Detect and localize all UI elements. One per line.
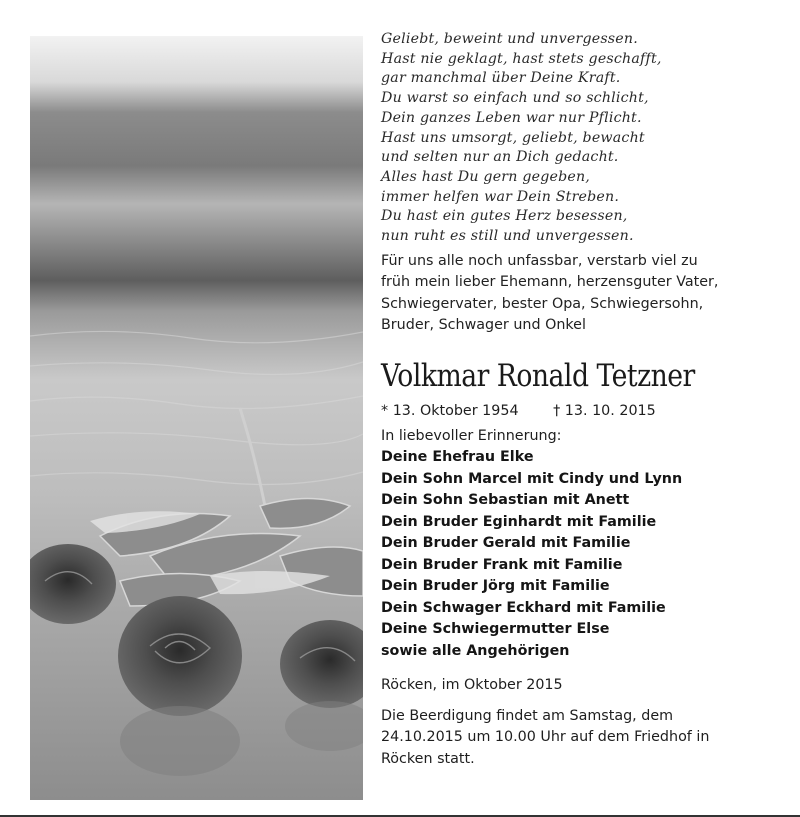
life-dates — [381, 401, 786, 422]
intro-line: früh mein lieber Ehemann, herzensguter Vater, — [381, 274, 719, 291]
intro-paragraph — [381, 251, 786, 337]
place-date: Röcken, im Oktober 2015 — [381, 677, 563, 694]
intro-line: Für uns alle noch unfassbar, verstarb viel zu — [381, 252, 698, 269]
poem — [381, 30, 786, 247]
mourner: Dein Bruder Frank mit Familie — [381, 556, 623, 573]
mourner: Deine Schwiegermutter Else — [381, 621, 610, 638]
poem-line: Hast nie geklagt, hast stets geschafft, — [381, 50, 662, 67]
mourner: sowie alle Angehörigen — [381, 642, 570, 659]
roses-on-water-photo — [30, 36, 363, 800]
death-date: † 13. 10. 2015 — [553, 402, 656, 419]
mourner: Dein Bruder Gerald mit Familie — [381, 535, 631, 552]
poem-line: Hast uns umsorgt, geliebt, bewacht — [381, 129, 645, 146]
mourner: Dein Bruder Jörg mit Familie — [381, 578, 610, 595]
intro-line: Bruder, Schwager und Onkel — [381, 317, 586, 334]
poem-line: Dein ganzes Leben war nur Pflicht. — [381, 109, 642, 126]
poem-line: Du warst so einfach und so schlicht, — [381, 90, 649, 107]
obituary-text — [381, 30, 786, 770]
intro-line: Schwiegervater, bester Opa, Schwiegersohn, — [381, 295, 704, 312]
poem-line: nun ruht es still und unvergessen. — [381, 228, 634, 245]
memory-line: In liebevoller Erinnerung: — [381, 427, 562, 444]
mourner: Dein Bruder Eginhardt mit Familie — [381, 513, 657, 530]
mourner: Dein Sohn Marcel mit Cindy und Lynn — [381, 470, 683, 487]
funeral-notice — [381, 706, 786, 771]
birth-date: * 13. Oktober 1954 — [381, 402, 519, 419]
poem-line: gar manchmal über Deine Kraft. — [381, 70, 621, 87]
funeral-line: Röcken statt. — [381, 750, 475, 767]
funeral-line: 24.10.2015 um 10.00 Uhr auf dem Friedhof in — [381, 729, 710, 746]
poem-line: Du hast ein gutes Herz besessen, — [381, 208, 628, 225]
deceased-name: Volkmar Ronald Tetzner — [381, 357, 695, 394]
mourners-list — [381, 447, 786, 662]
poem-line: und selten nur an Dich gedacht. — [381, 149, 619, 166]
poem-line: Alles hast Du gern gegeben, — [381, 168, 591, 185]
mourner: Dein Sohn Sebastian mit Anett — [381, 492, 630, 509]
poem-line: Geliebt, beweint und unvergessen. — [381, 31, 638, 47]
poem-line: immer helfen war Dein Streben. — [381, 188, 620, 205]
funeral-line: Die Beerdigung findet am Samstag, dem — [381, 707, 674, 724]
mourner: Deine Ehefrau Elke — [381, 449, 534, 466]
mourner: Dein Schwager Eckhard mit Familie — [381, 599, 666, 616]
